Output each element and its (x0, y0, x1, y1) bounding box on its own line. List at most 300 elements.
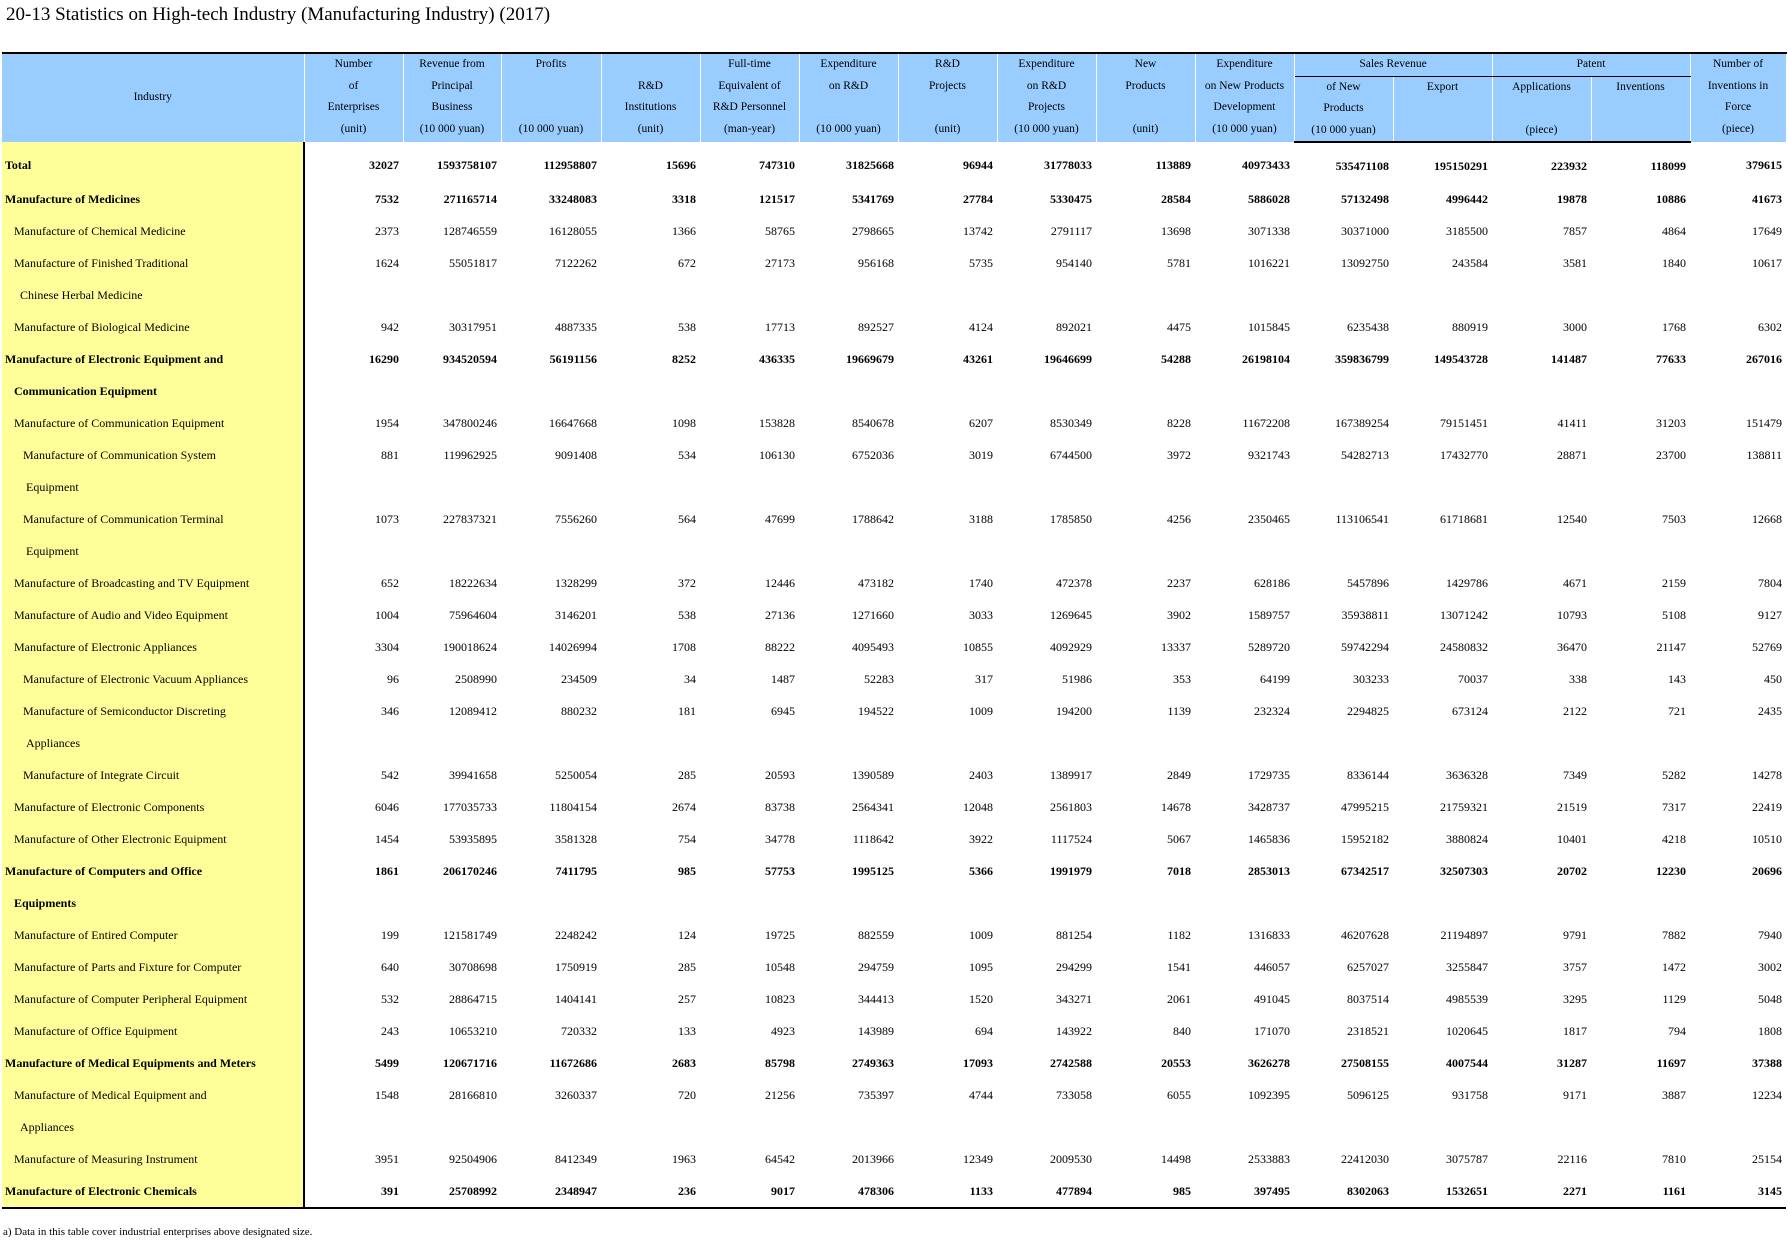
table-cell: 10855 (963, 639, 993, 654)
table-cell: 267016 (1746, 351, 1783, 366)
table-cell: 5096125 (1347, 1087, 1389, 1102)
table-cell: 1472 (1662, 959, 1687, 974)
table-cell: 733058 (1056, 1087, 1092, 1102)
table-cell: 1963 (672, 1151, 696, 1166)
header-line: Enterprises (327, 101, 380, 113)
header-line: (unit) (637, 122, 664, 135)
table-cell: 4475 (1167, 319, 1191, 334)
table-cell: 5048 (1758, 991, 1783, 1006)
industry-name: Chinese Herbal Medicine (2, 279, 304, 311)
table-row (2, 631, 1786, 663)
header-line: R&D (935, 58, 960, 70)
table-cell (799, 1111, 898, 1143)
table-cell: 59742294 (1341, 639, 1389, 654)
table-cell: 3185500 (1446, 223, 1489, 238)
table-cell (997, 1111, 1096, 1143)
table-cell: 2683 (672, 1055, 696, 1070)
table-cell: 10401 (1557, 831, 1588, 846)
table-cell: 3880824 (1446, 831, 1489, 846)
header-line: on R&D (828, 79, 869, 92)
table-cell: 1808 (1758, 1023, 1783, 1038)
table-cell: 85798 (765, 1055, 795, 1070)
table-cell (601, 279, 700, 311)
table-cell: 199 (381, 927, 399, 942)
page-title: 20-13 Statistics on High-tech Industry (Manufacturing Industry) (2017) (6, 4, 551, 25)
industry-name: Manufacture of Communication Equipment (2, 407, 304, 439)
table-cell: 4744 (969, 1087, 993, 1102)
industry-name: Manufacture of Biological Medicine (2, 311, 304, 343)
table-cell: 2508990 (455, 671, 497, 686)
table-cell: 14278 (1752, 767, 1783, 782)
table-cell: 1861 (375, 863, 399, 878)
header-line: (man-year) (723, 122, 776, 135)
table-cell: 70037 (1458, 671, 1489, 686)
table-cell (1393, 1111, 1492, 1143)
header-line: (10 000 yuan) (1212, 122, 1277, 135)
table-cell (403, 535, 501, 567)
table-cell (1195, 279, 1294, 311)
table-cell: 13337 (1161, 639, 1191, 654)
table-cell: 19878 (1557, 191, 1588, 206)
table-cell: 4095493 (852, 639, 894, 654)
table-cell: 5886028 (1248, 191, 1290, 206)
header-line: of New (1326, 80, 1361, 93)
table-cell: 5457896 (1347, 575, 1389, 590)
table-cell: 2348947 (501, 1175, 601, 1208)
table-cell: 9321743 (1248, 447, 1290, 462)
table-cell (501, 535, 601, 567)
header-exp-new-products (1195, 53, 1294, 142)
table-cell: 51986 (1062, 671, 1092, 686)
table-cell (700, 1111, 799, 1143)
table-cell (1690, 535, 1786, 567)
table-cell (1591, 375, 1690, 407)
table-cell: 892021 (1056, 319, 1092, 334)
table-cell: 96 (387, 671, 399, 686)
table-cell: 1118642 (852, 831, 894, 846)
header-line: (piece) (1722, 122, 1754, 135)
industry-name: Manufacture of Electronic Equipment and (2, 343, 304, 375)
table-cell: 2561803 (1050, 799, 1092, 814)
table-cell: 96944 (963, 158, 993, 172)
table-cell (799, 279, 898, 311)
table-row (2, 279, 1786, 311)
table-cell: 14678 (1161, 799, 1191, 814)
table-cell: 8252 (672, 351, 696, 366)
table-cell: 15952182 (1341, 831, 1389, 846)
table-cell: 3636328 (1446, 767, 1489, 782)
header-fte (700, 53, 799, 142)
table-cell: 1840 (1662, 255, 1687, 270)
table-cell (403, 375, 501, 407)
table-row (2, 215, 1786, 247)
industry-name: Communication Equipment (2, 375, 304, 407)
table-cell: 652 (381, 575, 399, 590)
table-cell: 54288 (1161, 351, 1191, 366)
table-cell: 28166810 (449, 1087, 497, 1102)
table-cell: 954140 (1056, 255, 1092, 270)
table-cell: 113889 (1155, 158, 1191, 172)
table-cell: 3260337 (555, 1087, 597, 1102)
table-row (2, 375, 1786, 407)
table-cell: 1328299 (555, 575, 597, 590)
table-cell: 27784 (963, 191, 993, 206)
table-cell: 3318 (672, 191, 696, 206)
table-cell: 379615 (1746, 158, 1783, 172)
table-cell (501, 375, 601, 407)
table-cell (403, 887, 501, 919)
table-cell: 20593 (765, 767, 795, 782)
table-cell (1096, 887, 1195, 919)
header-sales-group: Sales Revenue (1294, 53, 1492, 76)
table-cell: 1768 (1662, 319, 1687, 334)
table-cell (898, 1111, 997, 1143)
table-cell: 3146201 (555, 607, 597, 622)
table-cell: 956168 (858, 255, 894, 270)
industry-name: Manufacture of Communication System (2, 439, 304, 471)
header-revenue (403, 53, 501, 142)
table-cell: 10823 (765, 991, 795, 1006)
table-cell: 195150291 (1434, 158, 1489, 173)
table-cell: 2009530 (1050, 1151, 1092, 1166)
table-cell: 3581328 (555, 831, 597, 846)
industry-name: Manufacture of Finished Traditional (2, 247, 304, 279)
table-cell: 1129 (1662, 991, 1687, 1006)
table-cell: 6046 (375, 799, 399, 814)
header-line: Principal (431, 79, 473, 92)
industry-name: Total (2, 142, 304, 183)
table-cell: 6207 (969, 415, 993, 430)
table-cell: 343271 (1056, 991, 1092, 1006)
table-cell: 840 (1173, 1023, 1191, 1038)
table-cell: 21256 (765, 1087, 795, 1102)
table-cell (898, 471, 997, 503)
table-cell: 3002 (1758, 959, 1783, 974)
table-cell (1096, 535, 1195, 567)
table-cell: 473182 (858, 575, 894, 590)
table-cell: 33248083 (549, 191, 597, 206)
table-row (2, 471, 1786, 503)
industry-name: Equipment (2, 535, 304, 567)
table-cell (1195, 727, 1294, 759)
table-cell: 64199 (1260, 671, 1290, 686)
table-cell: 47995215 (1341, 799, 1389, 814)
table-cell: 1316833 (1248, 927, 1290, 942)
table-cell: 12349 (963, 1151, 993, 1166)
table-cell: 436335 (759, 351, 795, 366)
table-cell: 2318521 (1347, 1023, 1389, 1038)
table-row (2, 823, 1786, 855)
table-cell: 112958807 (543, 158, 597, 172)
table-cell: 3145 (1690, 1175, 1786, 1208)
header-line: Revenue from (419, 58, 485, 70)
table-cell: 8540678 (852, 415, 894, 430)
table-cell: 9017 (700, 1175, 799, 1208)
table-cell: 64542 (765, 1151, 795, 1166)
table-cell: 1429786 (1446, 575, 1489, 590)
table-cell: 6055 (1167, 1087, 1191, 1102)
table-cell (1096, 471, 1195, 503)
industry-name: Manufacture of Medicines (2, 183, 304, 215)
table-cell: 25154 (1752, 1151, 1783, 1166)
table-row (2, 887, 1786, 919)
table-row (2, 407, 1786, 439)
table-cell: 2294825 (1347, 703, 1389, 718)
table-cell: 1487 (771, 671, 795, 686)
table-cell (700, 887, 799, 919)
header-spacer (800, 97, 898, 119)
table-cell: 10793 (1557, 607, 1588, 622)
industry-name: Manufacture of Integrate Circuit (2, 759, 304, 791)
industry-name: Manufacture of Electronic Appliances (2, 631, 304, 663)
table-cell: 7857 (1563, 223, 1588, 238)
table-cell: 34 (684, 671, 696, 686)
table-cell: 640 (381, 959, 399, 974)
table-cell: 2674 (672, 799, 696, 814)
table-cell (1393, 375, 1492, 407)
header-industry: Industry (2, 53, 304, 142)
header-line: (unit) (340, 122, 367, 135)
table-cell: 16647668 (549, 415, 597, 430)
header-line: Applications (1512, 80, 1571, 93)
table-cell: 143922 (1056, 1023, 1092, 1038)
table-cell: 1366 (672, 223, 696, 238)
table-cell (501, 471, 601, 503)
table-cell (1492, 535, 1591, 567)
header-line: Equivalent of (718, 79, 781, 92)
table-cell: 77633 (1656, 351, 1687, 366)
table-row (2, 663, 1786, 695)
table-cell: 542 (381, 767, 399, 782)
table-cell: 141487 (1551, 351, 1588, 366)
table-cell: 31287 (1557, 1055, 1588, 1070)
table-cell (1195, 887, 1294, 919)
table-cell: 8037514 (1347, 991, 1389, 1006)
table-cell: 478306 (799, 1175, 898, 1208)
table-cell: 1009 (969, 703, 993, 718)
table-cell: 223932 (1551, 158, 1588, 173)
table-cell (304, 1111, 403, 1143)
industry-name: Manufacture of Electronic Vacuum Appliances (2, 663, 304, 695)
table-cell: 118099 (1650, 158, 1687, 173)
table-cell: 8530349 (1050, 415, 1092, 430)
table-cell: 21194897 (1440, 927, 1489, 942)
table-cell: 17713 (765, 319, 795, 334)
header-export (1393, 76, 1492, 142)
table-cell (1195, 375, 1294, 407)
table-cell: 7317 (1662, 799, 1687, 814)
table-cell (1690, 375, 1786, 407)
table-cell: 1520 (969, 991, 993, 1006)
table-cell: 564 (678, 511, 696, 526)
header-line: on New Products (1204, 79, 1285, 92)
table-cell: 14498 (1161, 1151, 1191, 1166)
header-line: R&D Personnel (712, 101, 787, 113)
table-cell: 32027 (369, 158, 399, 172)
table-cell (799, 471, 898, 503)
table-cell (1195, 1111, 1294, 1143)
table-cell: 5330475 (1050, 191, 1092, 206)
table-cell (1591, 727, 1690, 759)
table-cell: 534 (678, 447, 696, 462)
table-cell: 754 (678, 831, 696, 846)
table-cell: 5735 (969, 255, 993, 270)
table-cell (304, 279, 403, 311)
header-spacer (502, 76, 601, 98)
table-cell (898, 727, 997, 759)
table-cell: 113106541 (1335, 511, 1389, 526)
table-cell: 121581749 (443, 927, 497, 942)
table-cell (1294, 727, 1393, 759)
table-cell: 1750919 (555, 959, 597, 974)
table-cell (501, 887, 601, 919)
table-cell (601, 471, 700, 503)
table-cell: 75964604 (449, 607, 497, 622)
header-line: Profits (535, 58, 567, 70)
table-cell (799, 535, 898, 567)
header-line: Institutions (624, 101, 677, 113)
table-row (2, 439, 1786, 471)
table-cell: 138811 (1746, 447, 1783, 462)
table-cell: 143989 (858, 1023, 894, 1038)
header-line: (10 000 yuan) (1311, 123, 1376, 136)
industry-name: Equipments (2, 887, 304, 919)
table-cell (1492, 375, 1591, 407)
table-cell: 532 (381, 991, 399, 1006)
table-row (2, 727, 1786, 759)
table-cell: 20553 (1161, 1055, 1191, 1070)
table-cell: 17093 (963, 1055, 993, 1070)
header-spacer (502, 97, 601, 119)
table-cell: 1454 (375, 831, 399, 846)
footnote: a) Data in this table cover industrial enterprises above designated size. (3, 1226, 313, 1238)
header-line: Projects (1027, 101, 1066, 113)
table-cell: 232324 (1254, 703, 1290, 718)
table-cell: 28871 (1557, 447, 1588, 462)
industry-name: Manufacture of Electronic Components (2, 791, 304, 823)
table-cell: 1389917 (1050, 767, 1092, 782)
table-cell: 1729735 (1248, 767, 1290, 782)
table-cell: 12540 (1557, 511, 1588, 526)
table-cell: 56191156 (549, 351, 597, 366)
table-cell: 9127 (1758, 607, 1783, 622)
table-cell: 1269645 (1050, 607, 1092, 622)
table-cell: 7122262 (555, 255, 597, 270)
table-cell: 794 (1668, 1023, 1687, 1038)
table-cell: 5499 (375, 1055, 399, 1070)
table-cell: 13698 (1161, 223, 1191, 238)
table-cell: 538 (678, 319, 696, 334)
table-cell: 538 (678, 607, 696, 622)
header-line: Expenditure (1018, 58, 1075, 70)
table-row (2, 983, 1786, 1015)
table-cell: 1817 (1563, 1023, 1588, 1038)
table-cell (700, 375, 799, 407)
table-cell: 317 (975, 671, 993, 686)
table-cell: 2350465 (1248, 511, 1290, 526)
table-cell: 1740 (969, 575, 993, 590)
table-cell: 7349 (1563, 767, 1588, 782)
table-cell: 54282713 (1341, 447, 1389, 462)
table-row (2, 311, 1786, 343)
table-cell: 10510 (1752, 831, 1783, 846)
table-cell: 2742588 (1050, 1055, 1092, 1070)
table-cell: 19669679 (846, 351, 894, 366)
table-cell: 880919 (1452, 319, 1489, 334)
table-cell: 985 (1096, 1175, 1195, 1208)
table-cell: 1009 (969, 927, 993, 942)
table-cell: 1004 (375, 607, 399, 622)
header-line: Full-time (728, 58, 771, 70)
table-cell: 4007544 (1446, 1055, 1489, 1070)
table-cell: 32507303 (1440, 863, 1489, 878)
table-cell: 79151451 (1440, 415, 1489, 430)
table-cell: 2237 (1167, 575, 1191, 590)
table-cell: 8336144 (1347, 767, 1389, 782)
table-cell: 3757 (1563, 959, 1588, 974)
table-cell (898, 535, 997, 567)
table-cell: 7882 (1662, 927, 1687, 942)
table-cell: 1073 (375, 511, 399, 526)
table-cell: 236 (601, 1175, 700, 1208)
header-line: Expenditure (1216, 58, 1273, 70)
table-cell: 1548 (375, 1087, 399, 1102)
table-cell: 1785850 (1050, 511, 1092, 526)
table-cell: 4996442 (1446, 191, 1489, 206)
table-cell: 7532 (375, 191, 399, 206)
table-cell (601, 535, 700, 567)
table-cell (1591, 887, 1690, 919)
table-cell: 2061 (1167, 991, 1191, 1006)
table-cell (1294, 375, 1393, 407)
table-cell: 450 (1764, 671, 1783, 686)
table-cell: 19646699 (1044, 351, 1092, 366)
table-cell (1393, 471, 1492, 503)
table-cell: 694 (975, 1023, 993, 1038)
table-cell: 347800246 (443, 415, 497, 430)
table-cell: 15696 (666, 158, 696, 172)
table-cell: 10548 (765, 959, 795, 974)
table-cell (799, 887, 898, 919)
industry-name: Manufacture of Computer Peripheral Equipment (2, 983, 304, 1015)
table-cell: 3304 (375, 639, 399, 654)
table-cell (1690, 727, 1786, 759)
table-cell: 338 (1569, 671, 1588, 686)
table-row (2, 247, 1786, 279)
table-cell (1690, 1111, 1786, 1143)
header-inventions (1591, 76, 1690, 142)
table-cell: 892527 (858, 319, 894, 334)
table-cell: 39941658 (449, 767, 497, 782)
table-cell: 10653210 (449, 1023, 497, 1038)
table-cell: 1016221 (1248, 255, 1290, 270)
table-cell (1195, 471, 1294, 503)
table-cell: 12234 (1752, 1087, 1783, 1102)
table-cell: 25708992 (403, 1175, 501, 1208)
industry-name: Manufacture of Audio and Video Equipment (2, 599, 304, 631)
table-row (2, 759, 1786, 791)
table-cell: 397495 (1195, 1175, 1294, 1208)
table-cell: 47699 (765, 511, 795, 526)
table-row (2, 855, 1786, 887)
table-cell: 37388 (1752, 1055, 1783, 1070)
table-cell: 35938811 (1341, 607, 1389, 622)
table-cell (799, 375, 898, 407)
table-cell: 4124 (969, 319, 993, 334)
table-cell: 5282 (1662, 767, 1687, 782)
table-cell (1393, 887, 1492, 919)
table-cell: 1589757 (1248, 607, 1290, 622)
